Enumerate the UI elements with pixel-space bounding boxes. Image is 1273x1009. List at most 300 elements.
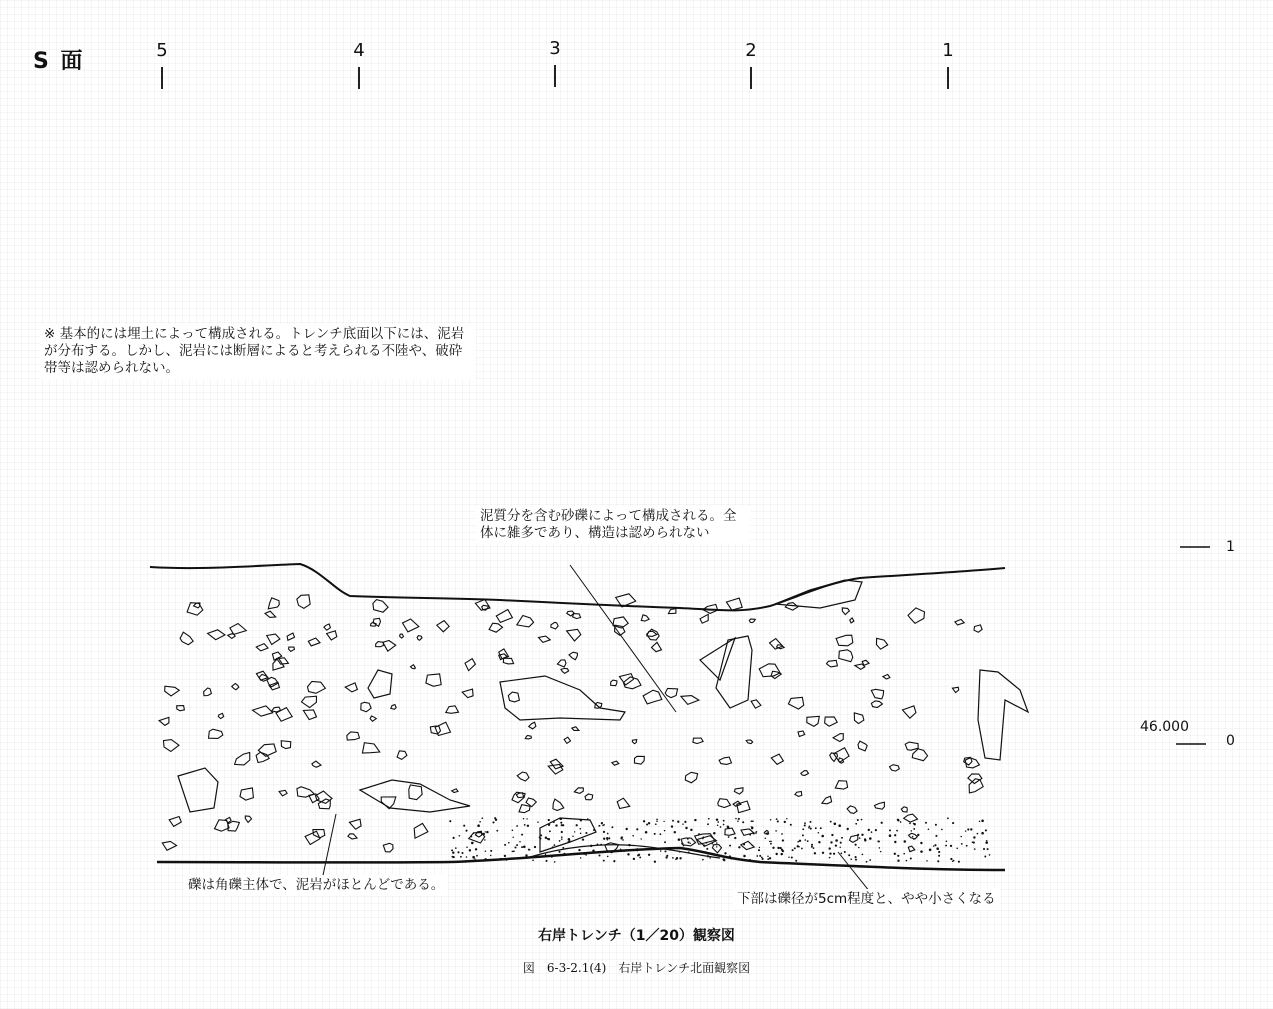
fine-gravel-dot <box>640 838 641 839</box>
gravel-clast <box>652 642 662 651</box>
gravel-clast <box>297 595 310 609</box>
fine-gravel-dot <box>648 822 650 824</box>
fine-gravel-dot <box>486 831 488 833</box>
fine-gravel-dot <box>716 842 718 844</box>
fine-gravel-dot <box>690 849 692 851</box>
gravel-clast <box>496 610 512 623</box>
fine-gravel-dot <box>504 855 506 857</box>
gravel-clast <box>180 632 193 645</box>
fine-gravel-dot <box>513 850 515 852</box>
gravel-clast <box>302 696 317 707</box>
fine-gravel-dot <box>527 857 529 859</box>
fine-gravel-dot <box>844 851 846 853</box>
fine-gravel-dot <box>776 818 778 820</box>
gravel-clast <box>834 748 849 763</box>
fine-gravel-dot <box>834 823 837 826</box>
gravel-clast <box>759 664 780 677</box>
gravel-clast <box>462 689 473 698</box>
fine-gravel-dot <box>769 841 770 842</box>
fine-gravel-dot <box>643 820 645 822</box>
fine-gravel-dot <box>881 822 883 824</box>
fine-gravel-dot <box>880 851 881 852</box>
fine-gravel-dot <box>580 832 582 834</box>
gravel-clast <box>289 647 295 651</box>
fine-gravel-dot <box>866 861 868 863</box>
fine-gravel-dot <box>679 851 681 853</box>
fine-gravel-dot <box>830 821 832 823</box>
fine-gravel-dot <box>928 829 930 831</box>
large-clast <box>178 768 218 812</box>
fine-gravel-dot <box>512 829 514 831</box>
fine-gravel-dot <box>897 859 899 861</box>
gravel-clast <box>822 796 832 804</box>
fine-gravel-dot <box>961 843 963 845</box>
fine-gravel-dot <box>627 853 629 855</box>
fine-gravel-dot <box>484 839 485 840</box>
fine-gravel-dot <box>466 856 468 858</box>
fine-gravel-dot <box>981 820 984 823</box>
fine-gravel-dot <box>549 830 551 832</box>
fine-gravel-dot <box>707 855 709 857</box>
fine-gravel-dot <box>950 858 952 860</box>
fine-gravel-dot <box>455 847 457 849</box>
fine-gravel-dot <box>485 831 486 832</box>
gravel-clast <box>348 834 357 839</box>
fine-gravel-dot <box>900 821 902 823</box>
gravel-clast <box>489 623 502 632</box>
fine-gravel-dot <box>861 834 863 836</box>
fine-gravel-dot <box>913 823 915 825</box>
gravel-clast <box>850 835 858 842</box>
fine-gravel-dot <box>858 847 860 849</box>
fine-gravel-dot <box>561 831 563 833</box>
gravel-clast <box>411 665 416 669</box>
fine-gravel-dot <box>603 860 605 862</box>
gravel-clast <box>611 680 617 686</box>
gravel-clast <box>162 841 176 850</box>
fine-gravel-dot <box>672 820 674 822</box>
gravel-clast <box>551 622 558 629</box>
gravel-clast <box>409 785 422 800</box>
gravel-clast <box>798 731 805 737</box>
fine-gravel-dot <box>985 829 987 831</box>
gravel-clast <box>303 710 316 720</box>
gravel-clast <box>318 799 330 809</box>
fine-gravel-dot <box>989 854 991 856</box>
fine-gravel-dot <box>679 857 681 859</box>
fine-gravel-dot <box>580 819 582 821</box>
fine-gravel-dot <box>795 860 797 862</box>
fine-gravel-dot <box>751 828 753 830</box>
fine-gravel-dot <box>716 818 718 820</box>
fine-gravel-dot <box>925 822 927 824</box>
fine-gravel-dot <box>794 847 796 849</box>
fine-gravel-dot <box>835 844 837 846</box>
fine-gravel-dot <box>527 825 529 827</box>
fine-gravel-dot <box>569 840 571 842</box>
fine-gravel-dot <box>613 860 615 862</box>
fine-gravel-dot <box>637 854 639 856</box>
gravel-clast <box>309 794 319 803</box>
fine-gravel-dot <box>947 817 949 819</box>
fine-gravel-dot <box>810 821 812 823</box>
fine-gravel-dot <box>861 819 863 821</box>
gravel-clast <box>746 740 753 744</box>
fine-gravel-dot <box>906 860 908 862</box>
fine-gravel-dot <box>929 849 932 852</box>
fine-gravel-dot <box>590 845 592 847</box>
gravel-clast <box>795 792 802 797</box>
fine-gravel-dot <box>933 845 934 846</box>
fine-gravel-dot <box>869 859 871 861</box>
gravel-clast <box>839 650 853 662</box>
gravel-clast <box>567 629 581 641</box>
fine-gravel-dot <box>687 841 689 843</box>
fine-gravel-dot <box>912 836 913 837</box>
gravel-clast <box>297 787 314 798</box>
fine-gravel-dot <box>485 850 487 852</box>
fine-gravel-dot <box>913 828 915 830</box>
fine-gravel-dot <box>526 818 527 819</box>
fine-gravel-dot <box>512 837 513 838</box>
fine-gravel-dot <box>791 856 793 858</box>
fine-gravel-dot <box>562 847 564 849</box>
fine-gravel-dot <box>903 853 905 855</box>
fine-gravel-dot <box>769 857 771 859</box>
fine-gravel-dot <box>682 823 684 825</box>
fine-gravel-dot <box>910 857 912 859</box>
fine-gravel-dot <box>671 825 673 827</box>
gravel-clast <box>974 625 982 632</box>
fine-gravel-dot <box>830 841 832 843</box>
gravel-clast <box>751 700 761 708</box>
fine-gravel-dot <box>521 834 523 836</box>
fine-gravel-dot <box>514 846 516 848</box>
fine-gravel-dot <box>967 828 969 830</box>
fine-gravel-dot <box>464 860 466 862</box>
gravel-clast <box>165 686 180 696</box>
fine-gravel-dot <box>548 824 550 826</box>
fine-gravel-dot <box>583 854 585 856</box>
gravel-clast <box>281 741 291 749</box>
fine-gravel-dot <box>603 838 605 840</box>
fine-gravel-dot <box>889 829 891 831</box>
gravel-clast <box>553 799 564 810</box>
fine-gravel-dot <box>766 832 768 834</box>
fine-gravel-dot <box>775 853 777 855</box>
fine-gravel-dot <box>465 830 467 832</box>
fine-gravel-dot <box>470 835 472 837</box>
gravel-clast <box>361 702 371 712</box>
fine-gravel-dot <box>579 828 581 830</box>
fine-gravel-dot <box>738 818 740 820</box>
fine-gravel-dot <box>698 833 700 835</box>
fine-gravel-dot <box>561 838 563 840</box>
fine-gravel-dot <box>986 840 987 841</box>
fine-gravel-dot <box>729 855 731 857</box>
fine-gravel-dot <box>717 821 719 823</box>
fine-gravel-dot <box>621 836 623 838</box>
fine-gravel-dot <box>474 858 475 859</box>
fine-gravel-dot <box>804 824 806 826</box>
gravel-clast <box>218 713 223 718</box>
fine-gravel-dot <box>749 834 751 836</box>
fine-gravel-dot <box>811 846 813 848</box>
gravel-clast <box>403 619 419 632</box>
gravel-clast <box>965 758 979 768</box>
fine-gravel-dot <box>663 821 664 822</box>
gravel-clast <box>741 829 754 836</box>
fine-gravel-dot <box>822 852 824 854</box>
gravel-clast <box>324 624 331 630</box>
gravel-clast <box>327 631 337 640</box>
fine-gravel-dot <box>559 840 561 842</box>
fine-gravel-dot <box>935 835 937 837</box>
fine-gravel-dot <box>534 846 536 848</box>
fine-gravel-dot <box>656 820 658 822</box>
gravel-clast <box>573 614 581 619</box>
fine-gravel-dot <box>894 834 896 836</box>
fine-gravel-dot <box>821 835 824 838</box>
gravel-clast <box>643 690 662 704</box>
gravel-clast <box>632 740 636 744</box>
gravel-clast <box>272 707 281 712</box>
station-label: 5 <box>156 40 168 61</box>
fine-gravel-dot <box>831 834 833 836</box>
fine-gravel-dot <box>452 856 454 858</box>
gravel-clast <box>875 802 885 809</box>
fine-gravel-dot <box>664 841 666 843</box>
fine-gravel-dot <box>578 849 580 851</box>
gravel-clast <box>726 598 742 610</box>
fine-gravel-dot <box>727 826 729 828</box>
fine-gravel-dot <box>477 824 480 827</box>
fine-gravel-dot <box>558 851 560 853</box>
general-note: ※ 基本的には埋土によって構成される。トレンチ底面以下には、泥岩が分布する。しかし、泥岩には断層によると考えられる不陸や、破砕帯等は認められない。 <box>40 324 476 379</box>
fine-gravel-dot <box>759 847 760 848</box>
gravel-clast <box>665 688 677 697</box>
gravel-clast <box>519 805 530 813</box>
gravel-clast <box>469 833 485 843</box>
gravel-clast <box>414 823 428 838</box>
gravel-clast <box>376 642 384 647</box>
fine-gravel-dot <box>970 828 972 830</box>
fine-gravel-dot <box>938 851 940 853</box>
fine-gravel-dot <box>707 852 709 854</box>
gravel-clast <box>400 634 404 638</box>
fine-gravel-dot <box>708 818 710 820</box>
fine-gravel-dot <box>561 836 563 838</box>
fine-gravel-dot <box>688 851 689 852</box>
fine-gravel-dot <box>587 818 589 820</box>
leader-line <box>838 852 870 892</box>
fine-gravel-dot <box>777 820 779 822</box>
fine-gravel-dot <box>560 822 562 824</box>
fine-gravel-dot <box>660 850 662 852</box>
gravel-clast <box>725 828 735 835</box>
gravel-clast <box>539 636 551 642</box>
gravel-clast <box>373 618 380 626</box>
fine-gravel-dot <box>504 844 506 846</box>
fine-gravel-dot <box>829 857 831 859</box>
fine-gravel-dot <box>639 856 641 858</box>
ground-surface-line <box>150 564 1005 610</box>
fine-gravel-dot <box>483 833 485 835</box>
gravel-clast <box>619 674 633 685</box>
fine-gravel-dot <box>492 859 493 860</box>
fine-gravel-dot <box>574 831 575 832</box>
fine-gravel-dot <box>786 818 787 819</box>
gravel-clast <box>465 659 475 671</box>
fine-gravel-dot <box>956 848 958 850</box>
gravel-clast <box>585 794 593 800</box>
fine-gravel-dot <box>810 828 812 830</box>
fine-gravel-dot <box>481 817 483 819</box>
gravel-clast <box>268 598 279 609</box>
gravel-clast <box>825 717 838 726</box>
fine-gravel-dot <box>985 841 988 844</box>
fine-gravel-dot <box>758 849 760 851</box>
fine-gravel-dot <box>601 822 603 824</box>
fine-gravel-dot <box>952 822 954 824</box>
fine-gravel-dot <box>553 821 555 823</box>
leader-line <box>322 814 336 880</box>
gravel-clast <box>668 609 676 614</box>
fine-gravel-dot <box>457 851 459 853</box>
gravel-clast <box>641 615 649 621</box>
fine-gravel-dot <box>841 837 843 839</box>
fine-gravel-dot <box>804 822 806 824</box>
gravel-clast <box>612 761 619 765</box>
gravel-clast <box>529 722 536 729</box>
fine-gravel-dot <box>490 850 492 852</box>
fine-gravel-dot <box>548 819 550 821</box>
gravel-clast <box>827 660 838 667</box>
fine-gravel-dot <box>632 835 634 837</box>
fine-gravel-dot <box>775 830 777 832</box>
gravel-clast <box>561 668 569 673</box>
fine-gravel-dot <box>603 831 605 833</box>
fine-gravel-dot <box>910 851 912 853</box>
fine-gravel-dot <box>894 853 896 855</box>
fine-gravel-dot <box>633 858 635 860</box>
fine-gravel-dot <box>532 859 534 861</box>
gravel-clast <box>517 772 529 781</box>
gravel-clast <box>647 631 657 636</box>
gravel-clast <box>847 806 857 814</box>
gravel-clast <box>718 799 731 808</box>
large-clast <box>700 638 735 680</box>
fine-gravel-dot <box>623 850 625 852</box>
fine-gravel-dot <box>567 854 569 856</box>
fine-gravel-dot <box>505 858 507 860</box>
gravel-clast <box>569 652 577 660</box>
fine-gravel-dot <box>580 857 581 858</box>
fine-gravel-dot <box>818 841 820 843</box>
gravel-clast <box>312 761 321 767</box>
fine-gravel-dot <box>607 856 609 858</box>
fine-gravel-dot <box>857 819 859 821</box>
gravel-clast <box>771 754 783 764</box>
fine-gravel-dot <box>523 846 526 849</box>
gravel-clast <box>267 634 280 644</box>
gravel-clast <box>912 749 927 761</box>
fine-gravel-dot <box>654 833 656 835</box>
fine-gravel-dot <box>909 823 911 825</box>
gravel-clast <box>862 660 869 665</box>
fine-gravel-dot <box>449 820 451 822</box>
fine-gravel-dot <box>677 821 679 823</box>
gravel-clast <box>871 689 883 699</box>
fine-gravel-dot <box>540 838 542 840</box>
fine-gravel-dot <box>782 839 784 841</box>
fine-gravel-dot <box>723 820 725 822</box>
gravel-clast <box>836 635 853 646</box>
fine-gravel-dot <box>645 831 648 834</box>
gravel-clast <box>426 674 441 686</box>
fine-gravel-dot <box>780 847 782 849</box>
gravel-clast <box>700 614 708 623</box>
fine-gravel-dot <box>475 848 477 850</box>
fine-gravel-dot <box>620 848 622 850</box>
fine-gravel-dot <box>801 848 803 850</box>
fine-gravel-dot <box>484 858 486 860</box>
fine-gravel-dot <box>859 837 861 839</box>
fine-gravel-dot <box>572 835 574 837</box>
fine-gravel-dot <box>875 829 877 831</box>
fine-gravel-dot <box>781 849 783 851</box>
fine-gravel-dot <box>603 824 605 826</box>
fine-gravel-dot <box>687 838 689 840</box>
fine-gravel-dot <box>728 836 730 838</box>
gravel-clast <box>417 636 422 641</box>
gravel-clast <box>232 684 239 690</box>
fine-gravel-dot <box>987 848 989 850</box>
gravel-clast <box>572 727 579 731</box>
fine-gravel-dot <box>545 854 546 855</box>
gravel-clast <box>349 819 361 829</box>
fine-gravel-dot <box>950 845 952 847</box>
fine-gravel-dot <box>554 861 556 863</box>
fine-gravel-dot <box>894 841 896 843</box>
gravel-clast <box>788 697 803 709</box>
gravel-clast <box>287 633 294 640</box>
callout-matrix: 泥質分を含む砂礫によって構成される。全体に雑多であり、構造は認められない <box>476 506 750 544</box>
gravel-clast <box>256 644 268 651</box>
gravel-clast <box>397 751 407 760</box>
elevation-scale-lower: 0 <box>1226 733 1235 749</box>
fine-gravel-dot <box>838 824 841 827</box>
gravel-clast <box>877 638 888 649</box>
fine-gravel-dot <box>516 844 518 846</box>
fine-gravel-dot <box>917 834 919 836</box>
gravel-clast <box>370 716 376 721</box>
gravel-clast <box>905 742 918 750</box>
gravel-clast <box>508 692 519 702</box>
gravel-clast <box>890 765 900 771</box>
fine-gravel-dot <box>494 817 496 819</box>
large-clast <box>368 670 392 698</box>
fine-gravel-dot <box>525 854 527 856</box>
gravel-clast <box>209 729 223 738</box>
gravel-clast <box>595 703 602 709</box>
gravel-clast <box>437 621 449 632</box>
fine-gravel-dot <box>751 826 752 827</box>
fine-gravel-dot <box>451 849 453 851</box>
fine-gravel-dot <box>756 855 758 857</box>
large-clast <box>360 780 470 812</box>
fine-gravel-dot <box>646 823 648 825</box>
